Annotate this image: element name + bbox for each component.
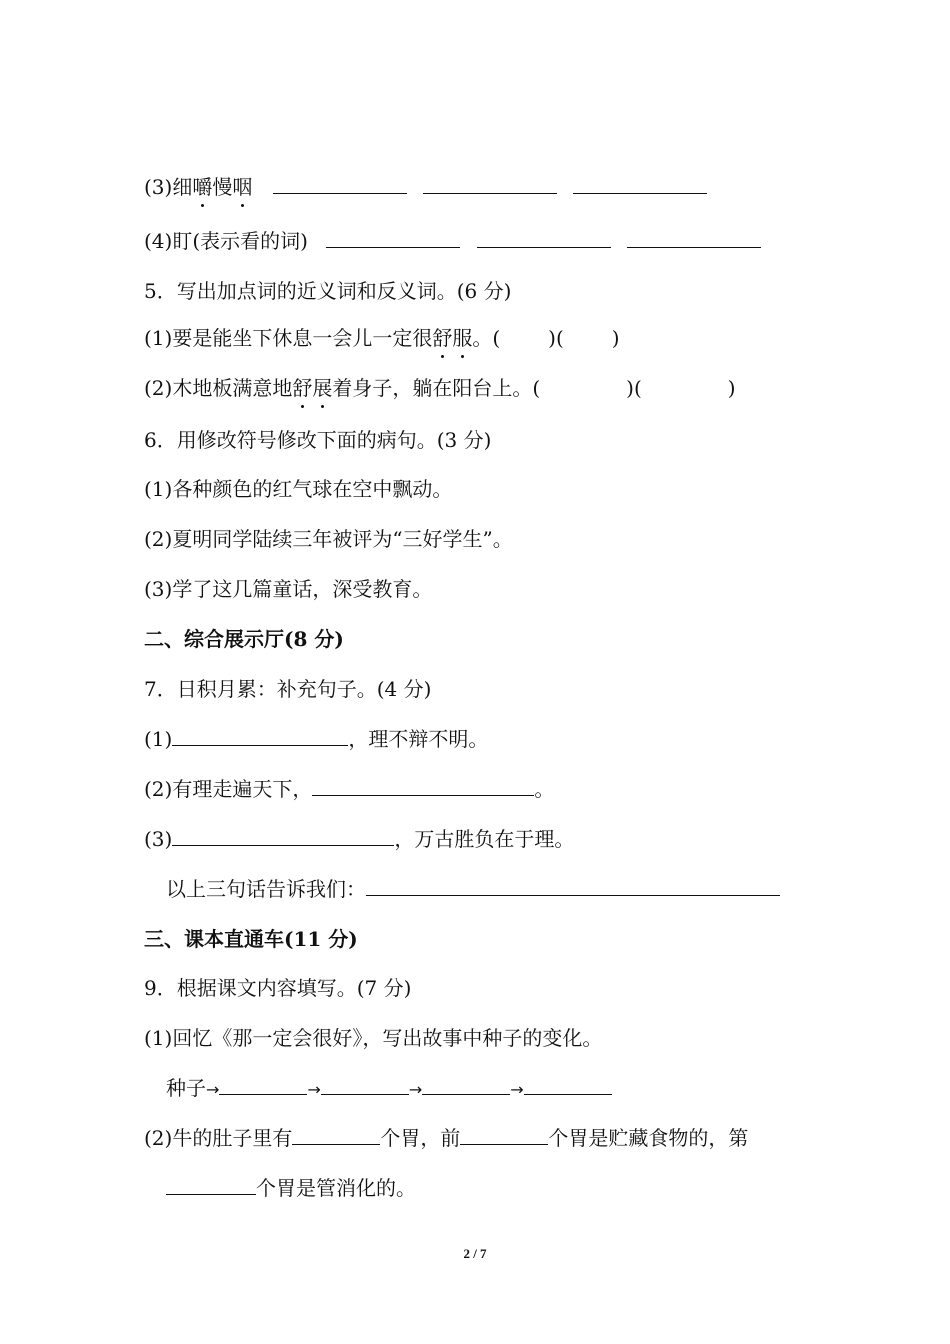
dotted-char: 舒 [432, 323, 452, 353]
page-number: 2 / 7 [463, 1246, 487, 1261]
answer-blank[interactable] [172, 725, 348, 746]
q7-title: 7．日积月累：补充句子。(4 分) [144, 677, 432, 701]
q6-item-1: (1)各种颜色的红气球在空中飘动。 [144, 477, 453, 501]
answer-blank[interactable] [219, 1074, 307, 1095]
answer-blank[interactable] [172, 825, 394, 846]
q7-item-1: (1) ，理不辩不明。 [144, 727, 489, 751]
answer-blank[interactable] [627, 227, 761, 248]
q7-item-2: (2)有理走遍天下， 。 [144, 777, 555, 801]
section-2-heading: 二、综合展示厅(8 分) [144, 627, 344, 651]
answer-blank[interactable] [292, 1124, 380, 1145]
dotted-char: 服 [452, 323, 472, 353]
q9-item-2-cont: 个胃是管消化的。 [166, 1173, 416, 1203]
answer-blank[interactable] [460, 1124, 548, 1145]
dotted-char: 嚼 [192, 172, 212, 202]
answer-blank[interactable] [422, 1074, 510, 1095]
dotted-char: 舒 [292, 373, 312, 403]
answer-blank[interactable] [326, 227, 460, 248]
q9-title: 9．根据课文内容填写。(7 分) [144, 976, 412, 1000]
arrow-icon: → [307, 1080, 321, 1099]
arrow-icon: → [510, 1080, 524, 1099]
q4-item-3: (3)细嚼慢咽 [144, 172, 707, 202]
answer-blank[interactable] [166, 1174, 256, 1195]
arrow-icon: → [408, 1080, 423, 1099]
answer-blank[interactable] [477, 227, 611, 248]
answer-blank[interactable] [273, 173, 407, 194]
answer-blank[interactable] [423, 173, 557, 194]
answer-blank[interactable] [321, 1074, 409, 1095]
q5-item-2: (2)木地板满意地舒展着身子，躺在阳台上。( )( ) [144, 373, 736, 403]
q5-title: 5．写出加点词的近义词和反义词。(6 分) [144, 279, 512, 303]
dotted-char: 咽 [232, 172, 252, 202]
answer-blank[interactable] [366, 875, 780, 896]
dotted-char: 展 [312, 373, 332, 403]
q6-title: 6．用修改符号修改下面的病句。(3 分) [144, 428, 492, 452]
q6-item-3: (3)学了这几篇童话，深受教育。 [144, 577, 433, 601]
answer-blank[interactable] [312, 775, 534, 796]
q9-item-1: (1)回忆《那一定会很好》，写出故事中种子的变化。 [144, 1026, 603, 1050]
seed-change-chain: 种子→ → → → [166, 1073, 612, 1105]
q7-item-3: (3) ，万古胜负在于理。 [144, 827, 575, 851]
q5-item-1: (1)要是能坐下休息一会儿一定很舒服。( )( ) [144, 323, 620, 353]
arrow-icon: → [206, 1080, 220, 1099]
q7-summary: 以上三句话告诉我们： [166, 874, 780, 904]
answer-blank[interactable] [573, 173, 707, 194]
answer-blank[interactable] [524, 1074, 612, 1095]
section-3-heading: 三、课本直通车(11 分) [144, 927, 358, 951]
q9-item-2: (2)牛的肚子里有 个胃，前 个胃是贮藏食物的，第 [144, 1126, 749, 1150]
q4-item-4: (4)盯(表示看的词) [144, 226, 761, 256]
q6-item-2: (2)夏明同学陆续三年被评为“三好学生”。 [144, 527, 513, 551]
